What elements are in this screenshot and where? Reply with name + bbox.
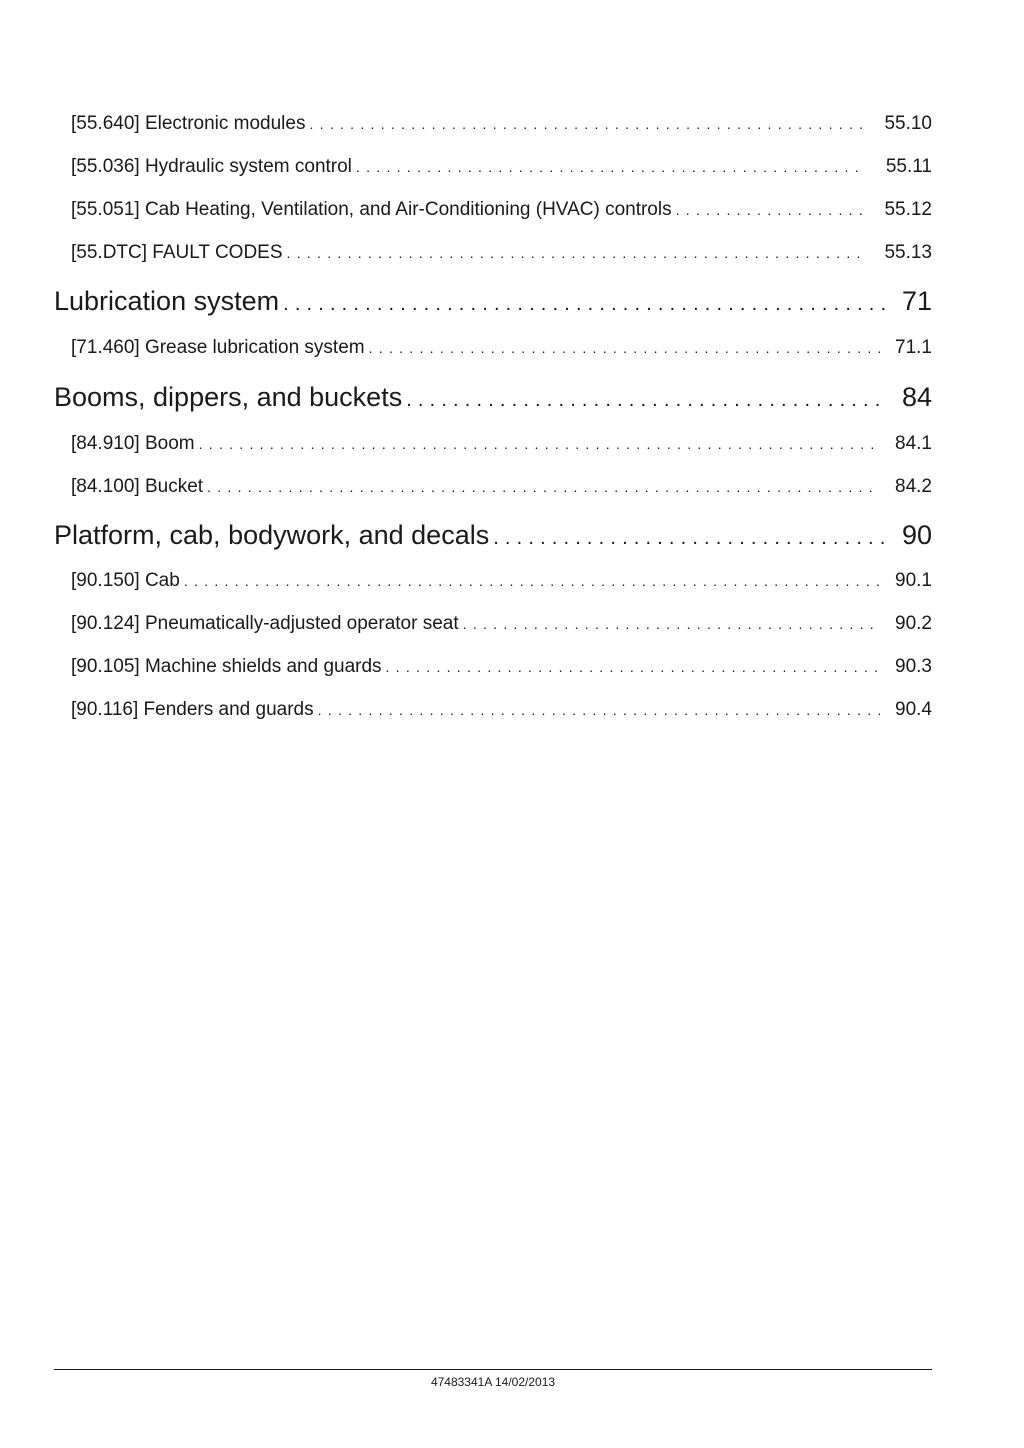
toc-section-booms-dippers-buckets[interactable] [54, 379, 932, 415]
toc-section-label: Platform, cab, bodywork, and decals [54, 520, 490, 550]
toc-entry-page: 55.11 [885, 156, 932, 177]
dot-leader [676, 197, 866, 223]
toc-entry-84-910[interactable] [71, 431, 932, 457]
dot-leader [184, 568, 880, 594]
toc-section-page: 84 [901, 382, 932, 412]
dot-leader [287, 240, 866, 266]
toc-entry-label: [71.460] Grease lubrication system [71, 337, 365, 358]
toc-entry-page: 55.13 [884, 242, 932, 263]
toc-entry-label: [84.910] Boom [71, 433, 195, 454]
toc-section-platform-cab-bodywork-decals[interactable] [54, 517, 932, 553]
dot-leader [463, 611, 880, 637]
toc-entry-90-150[interactable] [71, 568, 932, 594]
toc-entry-90-124[interactable] [71, 611, 932, 637]
toc-entry-label: [84.100] Bucket [71, 476, 204, 497]
toc-entry-label: [90.150] Cab [71, 570, 180, 591]
toc-entry-71-460[interactable] [71, 335, 932, 361]
dot-leader [356, 154, 866, 180]
dot-leader [493, 517, 888, 553]
footer-divider [54, 1369, 932, 1370]
toc-entry-90-116[interactable] [71, 697, 932, 723]
dot-leader [207, 474, 880, 500]
toc-entry-84-100[interactable] [71, 474, 932, 500]
toc-section-label: Booms, dippers, and buckets [54, 382, 403, 412]
toc-entry-55-051[interactable] [71, 197, 932, 223]
toc-entry-label: [90.124] Pneumatically-adjusted operator seat [71, 613, 459, 634]
toc-entry-label: [90.105] Machine shields and guards [71, 656, 382, 677]
dot-leader [199, 431, 880, 457]
toc-entry-55-640[interactable] [71, 111, 932, 137]
toc-section-page: 90 [901, 520, 932, 550]
toc-entry-label: [55.051] Cab Heating, Ventilation, and Air-Conditioning (HVAC) controls [71, 199, 672, 220]
dot-leader [406, 379, 888, 415]
toc-entry-55-036[interactable] [71, 154, 932, 180]
dot-leader [318, 697, 880, 723]
dot-leader [283, 283, 888, 319]
toc-section-page: 71 [901, 286, 932, 316]
toc-entry-page: 90.3 [895, 656, 932, 677]
footer-document-id: 47483341A 14/02/2013 [430, 1375, 556, 1389]
dot-leader [386, 654, 880, 680]
toc-section-lubrication-system[interactable] [54, 283, 932, 319]
toc-entry-55-dtc[interactable] [71, 240, 932, 266]
dot-leader [369, 335, 880, 361]
toc-entry-90-105[interactable] [71, 654, 932, 680]
toc-entry-label: [55.DTC] FAULT CODES [71, 242, 283, 263]
dot-leader [309, 111, 866, 137]
toc-entry-label: [90.116] Fenders and guards [71, 699, 314, 720]
toc-entry-page: 90.4 [895, 699, 932, 720]
toc-entry-page: 84.2 [895, 476, 932, 497]
toc-entry-page: 90.1 [895, 570, 932, 591]
toc-entry-page: 84.1 [895, 433, 932, 454]
toc-section-label: Lubrication system [54, 286, 280, 316]
toc-entry-page: 90.2 [895, 613, 932, 634]
toc-entry-label: [55.036] Hydraulic system control [71, 156, 352, 177]
toc-entry-page: 55.10 [884, 113, 932, 134]
toc-entry-page: 71.1 [895, 337, 932, 358]
toc-entry-label: [55.640] Electronic modules [71, 113, 306, 134]
toc-entry-page: 55.12 [884, 199, 932, 220]
